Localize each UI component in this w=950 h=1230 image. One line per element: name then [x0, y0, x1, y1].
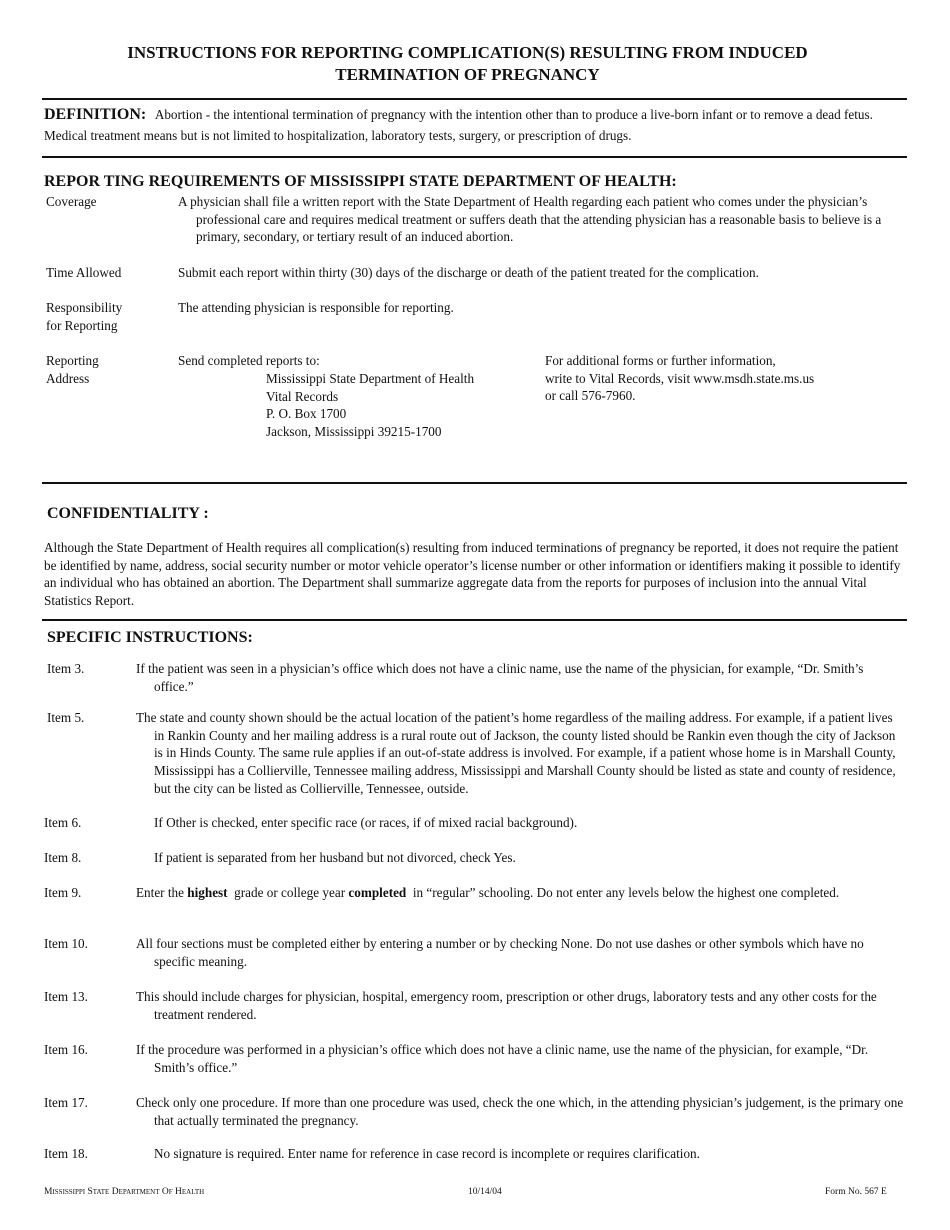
item-text: All four sections must be completed either by entering a number or by checking None. Do not use dashes or other symbols which have no specific meaning.: [136, 936, 864, 969]
reporting-address-label-line-2: Address: [46, 370, 90, 386]
info-line: or call 576-7960.: [545, 388, 636, 404]
definition-label: DEFINITION:: [44, 106, 147, 123]
definition-section: [44, 104, 909, 146]
item-text: The state and county shown should be the actual location of the patient’s home regardless of the mailing address. For example, if a patient lives in Rankin County and her mailing address is a rural route out of Jackson, the county listed should be Rankin even though the city of Jackson is in Hinds County. The same rule applies if an out-of-state address is involved. For example, if a patient whose home is in Marshall County, Mississippi has a Collierville, Tennessee mailing address, Mississippi and Marshall County should be listed as state and county of residence, but the city can be listed as Collierville, Tennessee, outside.: [136, 710, 896, 796]
responsibility-label-line-1: Responsibility: [46, 300, 123, 315]
item-text: If the patient was seen in a physician’s office which does not have a clinic name, use the name of the physician, for example, “Dr. Smith’s office.”: [136, 661, 864, 694]
address-line: Vital Records: [266, 388, 339, 404]
item-label: Item 17.: [44, 1095, 88, 1110]
responsibility-label-line-2: for Reporting: [46, 317, 118, 333]
footer-date: 10/14/04: [468, 1187, 502, 1197]
reporting-address-label-line-1: Reporting: [46, 353, 99, 368]
divider: [42, 98, 907, 100]
definition-text: Abortion - the intentional termination of pregnancy with the intention other than to produce a live-born infant or to remove a dead fetus. Medical treatment means but is not limited to hospitalization, laboratory tests, surgery, or prescription of drugs.: [44, 107, 873, 143]
item-label: Item 3.: [47, 661, 85, 676]
item-text: If the procedure was performed in a physician’s office which does not have a clinic name, use the name of the physician, for example, “Dr. Smith’s office.”: [136, 1042, 869, 1075]
item-label: Item 10.: [44, 936, 88, 951]
item-text: This should include charges for physician, hospital, emergency room, prescription or other drugs, laboratory tests and any other costs for the treatment rendered.: [136, 989, 877, 1022]
item-text-part: in “regular” schooling. Do not enter any levels below the highest one completed.: [406, 885, 840, 900]
send-to-text: Send completed reports to:: [178, 353, 320, 368]
item-label: Item 16.: [44, 1042, 88, 1057]
confidentiality-text: Although the State Department of Health requires all complication(s) resulting from induced terminations of pregnancy be reported, it does not require the patient be identified by name, address, social security number or motor vehicle operator’s license number or other information or identifiers making it possible to identify an individual who has obtained an abortion. The Department shall summarize aggregate data from the reports for purposes of inclusion into the annual Vital Statistics Report.: [44, 540, 901, 609]
footer-form-number: Form No. 567 E: [825, 1187, 887, 1197]
divider: [42, 156, 907, 158]
item-text-part: Enter the: [136, 885, 188, 900]
divider: [42, 482, 907, 484]
divider: [42, 619, 907, 621]
title-line-1: INSTRUCTIONS FOR REPORTING COMPLICATION(S) RESULTING FROM INDUCED: [127, 43, 808, 62]
info-line: write to Vital Records, visit www.msdh.state.ms.us: [545, 370, 815, 386]
item-label: Item 9.: [44, 885, 82, 900]
item-text: Check only one procedure. If more than one procedure was used, check the one which, in the attending physician’s judgement, is the primary one that actually terminated the pregnancy.: [136, 1095, 904, 1128]
confidentiality-heading: CONFIDENTIALITY :: [47, 505, 209, 522]
coverage-text: A physician shall file a written report with the State Department of Health regarding each patient who comes under the physician’s professional care and requires medical treatment or suffers death that the attending physician has a reasonable basis to believe is a primary, secondary, or tertiary result of an induced abortion.: [178, 194, 882, 245]
footer-agency: [44, 1186, 204, 1198]
item-text: If patient is separated from her husband but not divorced, check Yes.: [154, 850, 516, 865]
requirements-heading: REPOR TING REQUIREMENTS OF MISSISSIPPI STATE DEPARTMENT OF HEALTH:: [44, 173, 677, 190]
item-text-emphasis: completed: [348, 885, 407, 900]
item-text-part: grade or college year: [227, 885, 349, 900]
reporting-address-label: [46, 352, 171, 387]
specific-instructions-heading: SPECIFIC INSTRUCTIONS:: [47, 629, 253, 646]
item-text: No signature is required. Enter name for reference in case record is incomplete or requires clarification.: [154, 1146, 700, 1161]
additional-info: [545, 352, 905, 405]
coverage-label: Coverage: [46, 194, 97, 209]
item-text: [136, 884, 906, 902]
item-label: Item 8.: [44, 850, 82, 865]
responsibility-label: [46, 299, 171, 334]
item-label: Item 13.: [44, 989, 88, 1004]
title-line-2: TERMINATION OF PREGNANCY: [335, 65, 600, 84]
time-allowed-text: Submit each report within thirty (30) days of the discharge or death of the patient treated for the complication.: [178, 265, 759, 280]
item-text: If Other is checked, enter specific race (or races, if of mixed racial background).: [154, 815, 578, 830]
footer-agency-text: Mississippi State Department Of Health: [44, 1187, 205, 1197]
item-label: Item 18.: [44, 1146, 88, 1161]
document-title: [40, 42, 895, 86]
time-allowed-label: Time Allowed: [46, 265, 122, 280]
responsibility-text: The attending physician is responsible for reporting.: [178, 300, 454, 315]
info-line: For additional forms or further information,: [545, 353, 776, 368]
address-line: P. O. Box 1700: [266, 406, 347, 422]
item-text-emphasis: highest: [187, 885, 228, 900]
address-line: Jackson, Mississippi 39215-1700: [266, 424, 442, 440]
item-label: Item 6.: [44, 815, 82, 830]
mailing-address: [266, 370, 536, 441]
address-line: Mississippi State Department of Health: [266, 371, 475, 386]
item-label: Item 5.: [47, 710, 85, 725]
